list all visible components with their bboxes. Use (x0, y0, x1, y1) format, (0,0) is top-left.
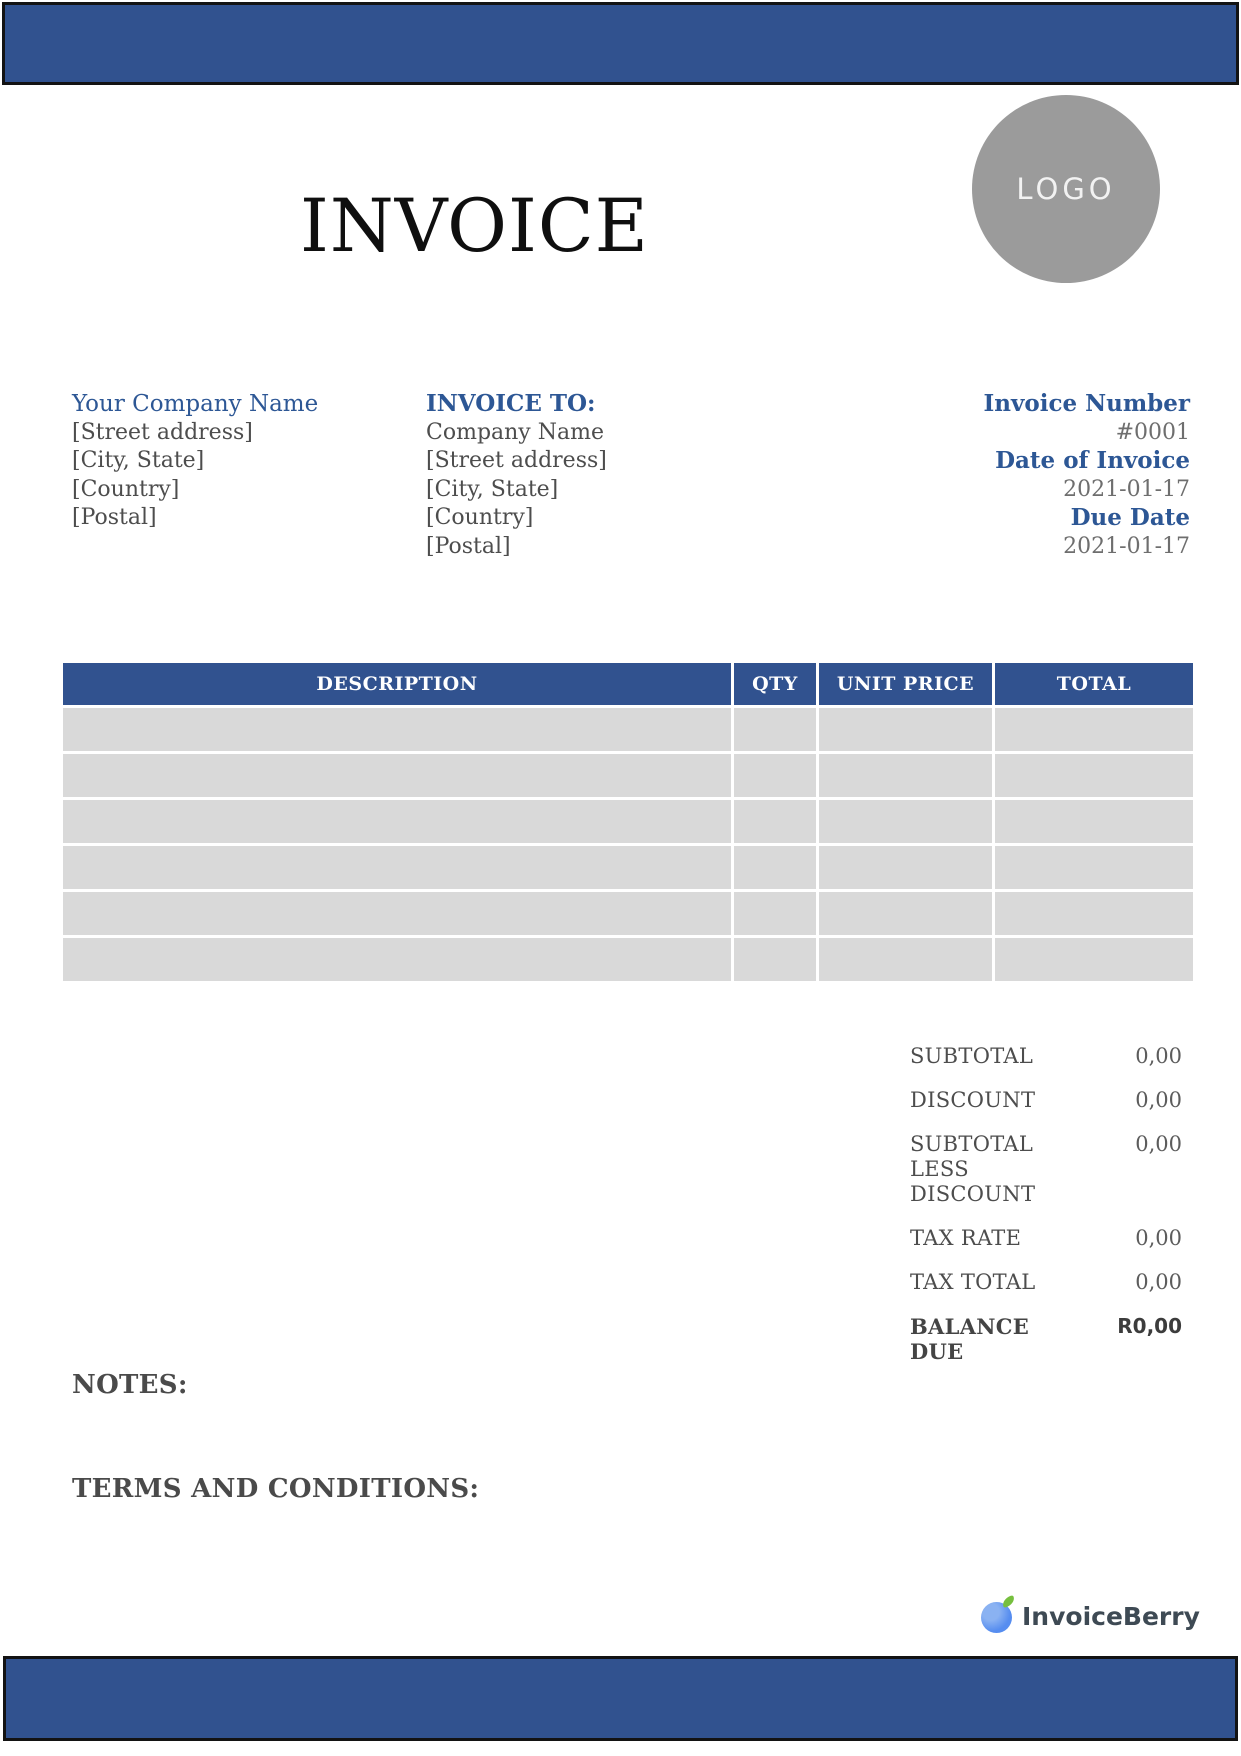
notes-heading: NOTES: (72, 1370, 188, 1400)
item-cell-description (63, 846, 731, 889)
item-cell-qty (734, 846, 816, 889)
totals-block (910, 1044, 1182, 1383)
tax-rate-label: TAX RATE (910, 1226, 1022, 1250)
item-cell-description (63, 754, 731, 797)
item-cell-unit-price (819, 708, 992, 751)
invoice-to-block (426, 390, 607, 561)
company-country: [Country] (72, 476, 180, 502)
subtotal-value: 0,00 (1135, 1044, 1182, 1068)
column-header-qty: QTY (734, 663, 816, 705)
invoiceberry-brand-link[interactable] (981, 1601, 1200, 1632)
item-cell-qty (734, 938, 816, 981)
client-postal: [Postal] (426, 533, 511, 559)
item-cell-total (995, 892, 1193, 935)
invoiceberry-berry-icon (981, 1602, 1012, 1633)
discount-row (910, 1088, 1182, 1113)
subtotal-row (910, 1044, 1182, 1069)
tax-rate-value: 0,00 (1135, 1226, 1182, 1250)
subtotal-less-discount-row (910, 1132, 1182, 1207)
subtotal-less-discount-value: 0,00 (1135, 1132, 1182, 1156)
invoice-date-label: Date of Invoice (995, 447, 1190, 474)
client-company-name: Company Name (426, 419, 604, 445)
item-cell-total (995, 708, 1193, 751)
tax-total-value: 0,00 (1135, 1270, 1182, 1294)
column-header-description: DESCRIPTION (63, 663, 731, 705)
company-street: [Street address] (72, 419, 253, 445)
subtotal-label: SUBTOTAL (910, 1044, 1034, 1068)
company-city-state: [City, State] (72, 448, 205, 473)
item-cell-total (995, 938, 1193, 981)
item-cell-unit-price (819, 892, 992, 935)
item-cell-description (63, 800, 731, 843)
invoice-date-value: 2021-01-17 (1063, 476, 1190, 502)
item-cell-qty (734, 892, 816, 935)
terms-heading: TERMS AND CONDITIONS: (72, 1474, 480, 1504)
tax-total-label: TAX TOTAL (910, 1270, 1036, 1294)
balance-due-row (910, 1314, 1182, 1364)
page-title: INVOICE (300, 184, 649, 269)
item-cell-qty (734, 800, 816, 843)
item-cell-description (63, 708, 731, 751)
item-cell-total (995, 754, 1193, 797)
due-date-value: 2021-01-17 (1063, 533, 1190, 559)
due-date-label: Due Date (1070, 504, 1190, 531)
column-header-unit-price: UNIT PRICE (819, 663, 992, 705)
top-accent-bar (2, 2, 1239, 85)
item-cell-unit-price (819, 800, 992, 843)
column-header-total: TOTAL (995, 663, 1193, 705)
item-cell-unit-price (819, 754, 992, 797)
client-street: [Street address] (426, 448, 607, 473)
item-cell-qty (734, 708, 816, 751)
discount-label: DISCOUNT (910, 1088, 1036, 1112)
item-cell-total (995, 846, 1193, 889)
invoice-to-heading: INVOICE TO: (426, 390, 596, 417)
tax-total-row (910, 1270, 1182, 1295)
invoice-number-value: #0001 (1115, 419, 1190, 445)
item-cell-description (63, 938, 731, 981)
item-cell-qty (734, 754, 816, 797)
invoice-meta-block (984, 390, 1190, 561)
bottom-accent-bar (3, 1656, 1238, 1741)
client-city-state: [City, State] (426, 476, 559, 502)
line-items-table (63, 663, 1193, 981)
company-from-block (72, 390, 318, 533)
company-name: Your Company Name (72, 391, 319, 417)
logo-placeholder (972, 95, 1160, 283)
subtotal-less-discount-label: SUBTOTAL LESS DISCOUNT (910, 1132, 1036, 1206)
item-cell-total (995, 800, 1193, 843)
tax-rate-row (910, 1226, 1182, 1251)
item-cell-unit-price (819, 846, 992, 889)
balance-due-value: R0,00 (1117, 1314, 1182, 1338)
discount-value: 0,00 (1135, 1088, 1182, 1112)
item-cell-unit-price (819, 938, 992, 981)
invoiceberry-brand-text: InvoiceBerry (1022, 1602, 1200, 1631)
company-postal: [Postal] (72, 505, 157, 530)
logo-label: LOGO (1016, 172, 1116, 206)
invoice-number-label: Invoice Number (983, 390, 1190, 417)
client-country: [Country] (426, 505, 534, 530)
balance-due-label: BALANCE DUE (910, 1314, 1030, 1364)
item-cell-description (63, 892, 731, 935)
